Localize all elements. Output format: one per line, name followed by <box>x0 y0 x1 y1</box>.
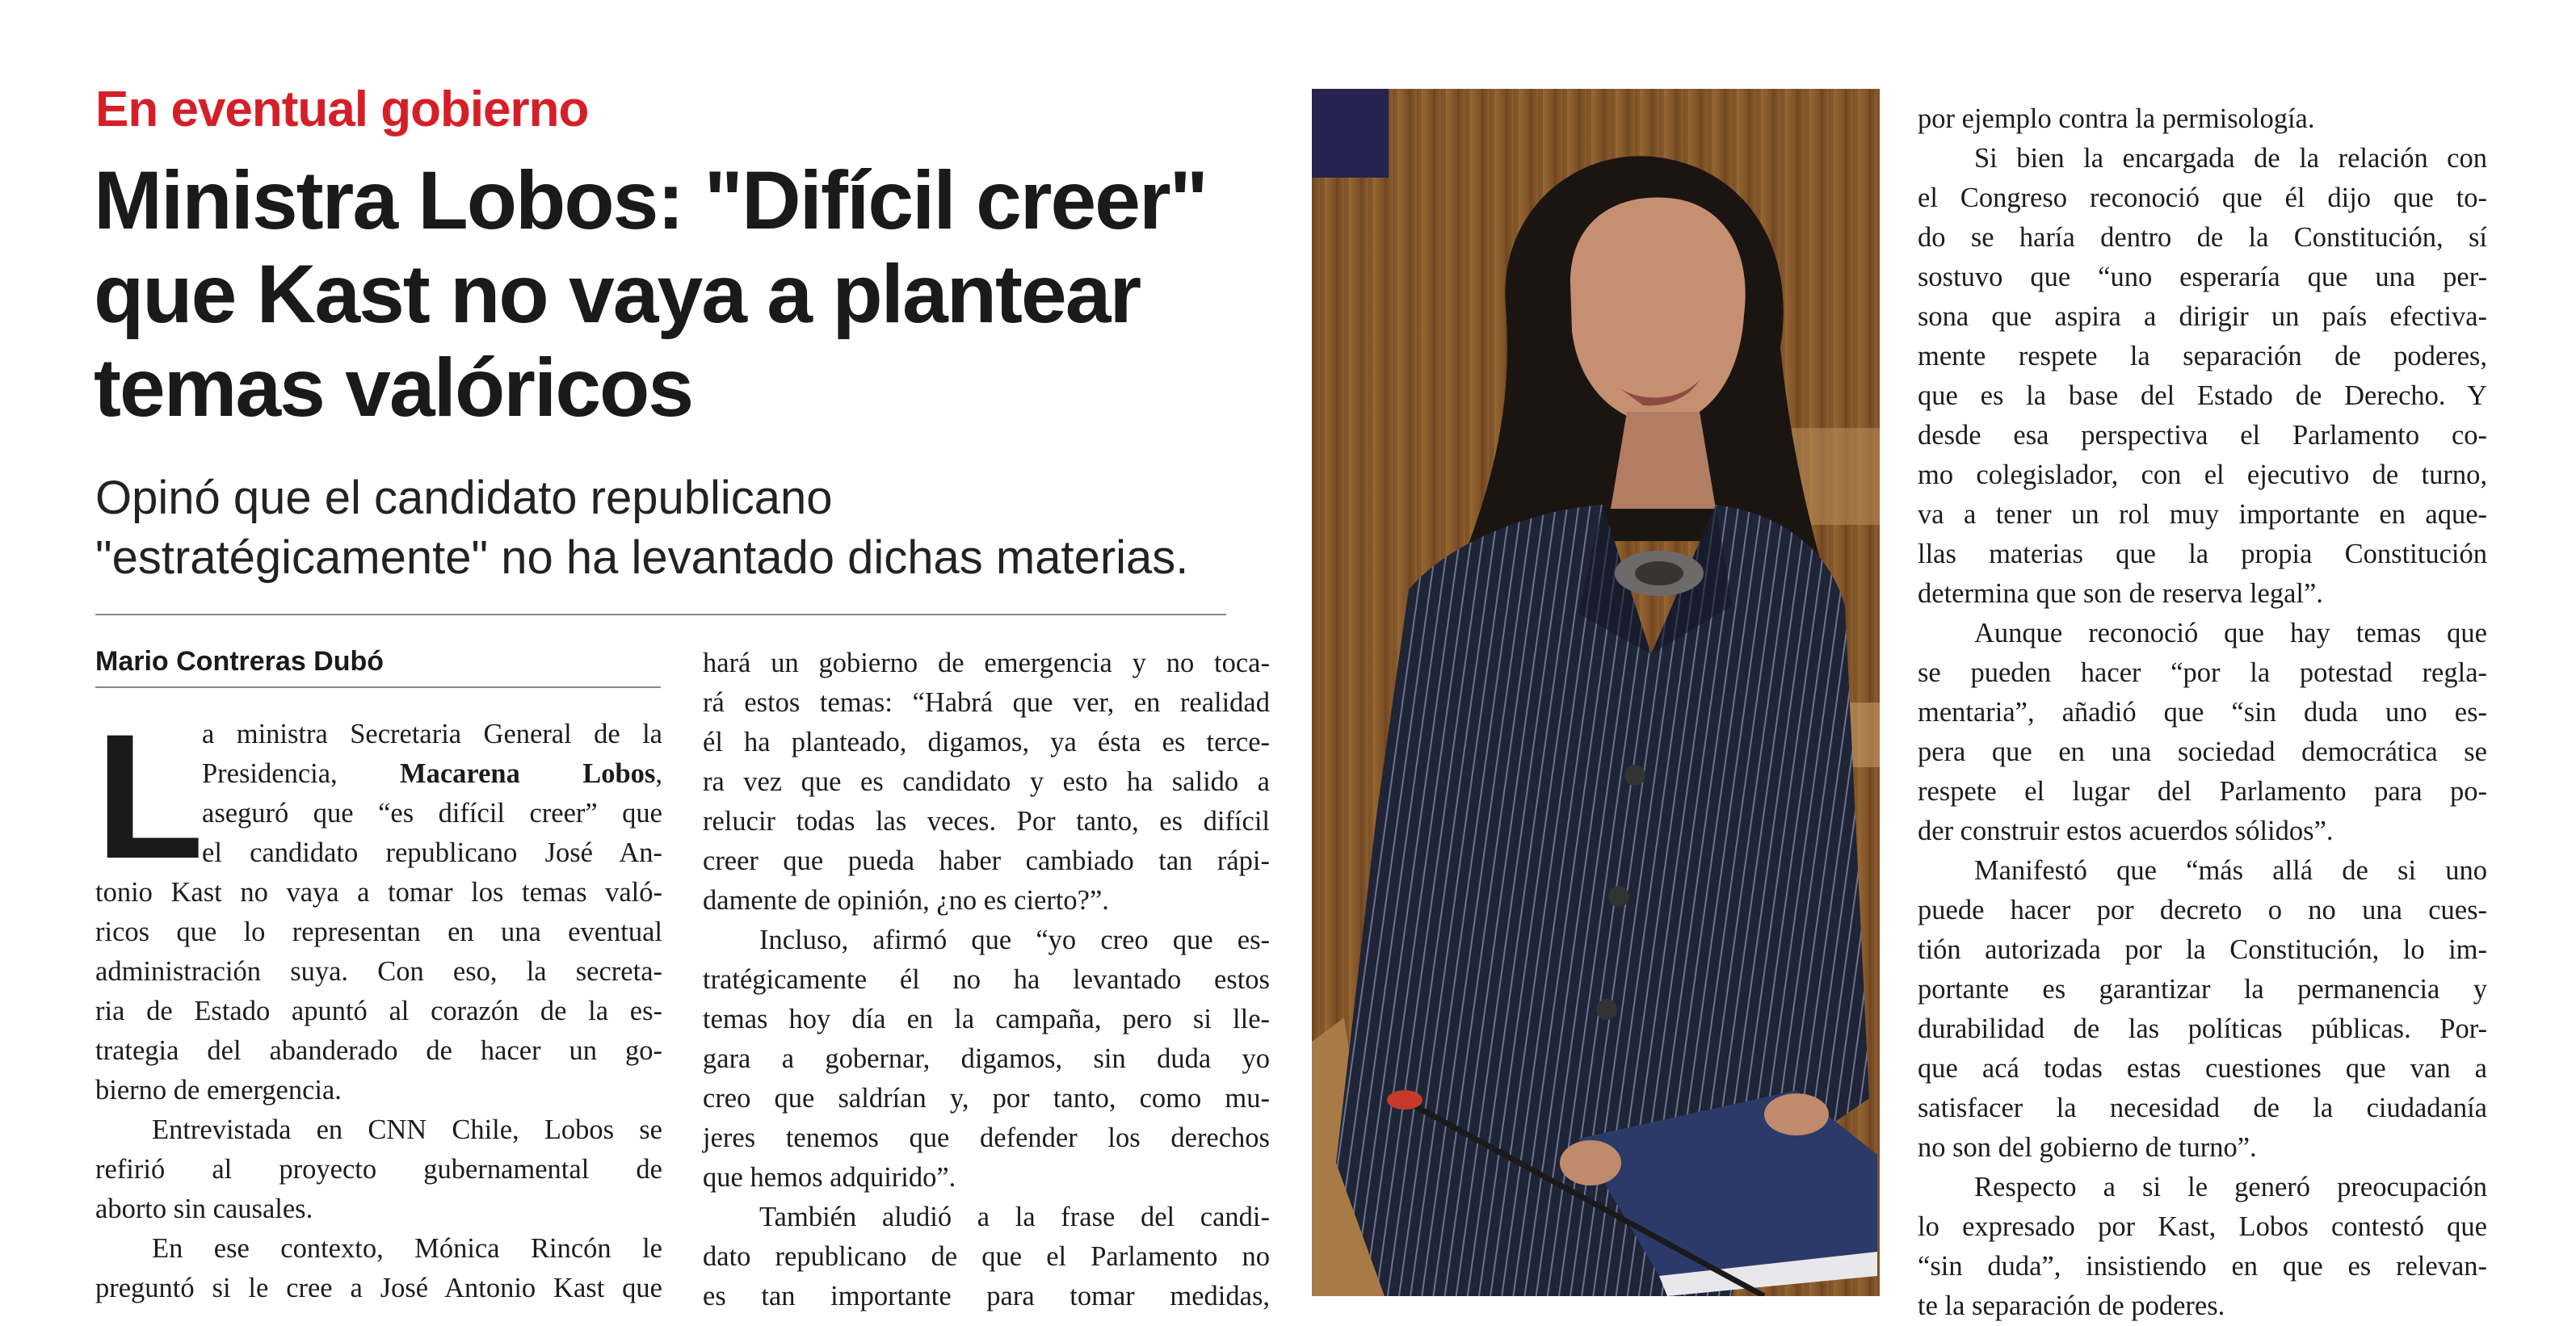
text-line: bierno de emergencia. <box>95 1075 342 1106</box>
text-line: aseguró que “es difícil creer” que <box>202 798 662 829</box>
text-line: tonio Kast no vaya a tomar los temas való- <box>95 877 662 908</box>
subtitle-line: "estratégicamente" no ha levantado dichas materias. <box>95 531 1189 584</box>
text-line: el Congreso reconoció que él dijo que to- <box>1918 183 2487 213</box>
headline-line: Ministra Lobos: "Difícil creer" <box>94 154 1208 246</box>
byline: Mario Contreras Dubó <box>95 646 385 677</box>
name-macarena-lobos: Macarena Lobos <box>400 758 656 789</box>
text-line: creer que pueda haber cambiado tan rápi- <box>703 846 1270 876</box>
text-line: dato republicano de que el Parlamento no <box>703 1241 1270 1272</box>
text-line: do se haría dentro de la Constitución, sí <box>1918 222 2487 253</box>
text-line: que es la base del Estado de Derecho. Y <box>1918 380 2487 411</box>
photo-minister <box>1312 89 1880 1296</box>
text-line: Entrevistada en CNN Chile, Lobos se <box>152 1114 662 1145</box>
text-line: el candidato republicano José An- <box>202 837 662 868</box>
text-line: portante es garantizar la permanencia y <box>1918 974 2487 1005</box>
byline-rule <box>95 686 661 688</box>
drop-cap: L <box>95 697 204 896</box>
subtitle <box>95 468 1291 588</box>
text-line: creo que saldrían y, por tanto, como mu- <box>703 1083 1270 1114</box>
text-line: ricos que lo representan en una eventual <box>95 917 662 947</box>
text-line: damente de opinión, ¿no es cierto?”. <box>703 885 1109 916</box>
text-line: no son del gobierno de turno”. <box>1918 1132 2257 1163</box>
article-column-1 <box>95 697 662 1308</box>
headline-line: que Kast no vaya a plantear <box>94 248 1141 340</box>
text-line: tión autorizada por la Constitución, lo im- <box>1918 934 2487 965</box>
text-line: jeres tenemos que defender los derechos <box>703 1122 1270 1153</box>
text-line: Respecto a si le generó preocupación <box>1974 1172 2487 1202</box>
text-line: En ese contexto, Mónica Rincón le <box>152 1233 662 1264</box>
divider-rule <box>95 614 1226 615</box>
text-line: te la separación de poderes. <box>1918 1290 2225 1321</box>
text-line: “sin duda”, insistiendo en que es relevan- <box>1918 1251 2487 1282</box>
text-line: preguntó si le cree a José Antonio Kast que <box>95 1273 662 1303</box>
text-line: determina que son de reserva legal”. <box>1918 578 2323 609</box>
text-line: mo colegislador, con el ejecutivo de turno, <box>1918 459 2487 490</box>
text-line: a ministra Secretaria General de la <box>202 719 662 749</box>
text-line: temas hoy día en la campaña, pero si lle- <box>703 1004 1270 1034</box>
text-line: llas materias que la propia Constitución <box>1918 539 2487 569</box>
text-line: aborto sin causales. <box>95 1194 313 1224</box>
text-line: durabilidad de las políticas públicas. Por- <box>1918 1013 2487 1044</box>
text-line: También aludió a la frase del candi- <box>759 1202 1270 1232</box>
text-line: administración suya. Con eso, la secreta- <box>95 956 662 987</box>
text-line: refirió al proyecto gubernamental de <box>95 1154 662 1185</box>
text-line: se pueden hacer “por la potestad regla- <box>1918 657 2487 688</box>
text-line: desde esa perspectiva el Parlamento co- <box>1918 420 2487 451</box>
article-column-3 <box>1918 99 2487 1326</box>
text-line: Incluso, afirmó que “yo creo que es- <box>759 925 1270 955</box>
text-line: gara a gobernar, digamos, sin duda yo <box>703 1043 1270 1074</box>
text-line: que acá todas estas cuestiones que van a <box>1918 1053 2487 1084</box>
text-line: satisfacer la necesidad de la ciudadanía <box>1918 1093 2487 1123</box>
text-line: puede hacer por decreto o no una cues- <box>1918 895 2487 925</box>
text-line: Manifestó que “más allá de si uno <box>1974 855 2487 886</box>
text-line: respete el lugar del Parlamento para po- <box>1918 776 2487 807</box>
kicker: En eventual gobierno <box>95 82 589 137</box>
text-line: Si bien la encargada de la relación con <box>1974 143 2487 174</box>
text-line: va a tener un rol muy importante en aque- <box>1918 499 2487 530</box>
text-line: sostuvo que “uno esperaría que una per- <box>1918 262 2487 292</box>
text-line: ria de Estado apuntó al corazón de la es- <box>95 996 662 1026</box>
text-line: der construir estos acuerdos sólidos”. <box>1918 816 2334 846</box>
text-line: ra vez que es candidato y esto ha salido a <box>703 766 1270 797</box>
headline <box>94 153 1257 434</box>
text-line: es tan importante para tomar medidas, <box>703 1281 1270 1311</box>
text-line: Presidencia, Macarena Lobos, <box>202 758 662 789</box>
text-line: hará un gobierno de emergencia y no toca- <box>703 648 1270 678</box>
subtitle-line: Opinó que el candidato republicano <box>95 472 833 524</box>
text-line: pera que en una sociedad democrática se <box>1918 736 2487 767</box>
text-line: relucir todas las veces. Por tanto, es difícil <box>703 806 1270 837</box>
headline-line: temas valóricos <box>94 342 693 434</box>
text-line: rá estos temas: “Habrá que ver, en realidad <box>703 687 1270 718</box>
article-column-2 <box>703 644 1270 1316</box>
text-line: sona que aspira a dirigir un país efectiva- <box>1918 301 2487 332</box>
text-line: trategia del abanderado de hacer un go- <box>95 1035 662 1066</box>
text-line: por ejemplo contra la permisología. <box>1918 103 2315 134</box>
text-line: mentaria”, añadió que “sin duda uno es- <box>1918 697 2487 728</box>
text-line: que hemos adquirido”. <box>703 1162 956 1193</box>
text-line: él ha planteado, digamos, ya ésta es terce- <box>703 727 1270 757</box>
text-line: mente respete la separación de poderes, <box>1918 341 2487 371</box>
text-line: tratégicamente él no ha levantado estos <box>703 964 1270 995</box>
text-line: Aunque reconoció que hay temas que <box>1974 618 2487 648</box>
text-line: lo expresado por Kast, Lobos contestó que <box>1918 1211 2487 1242</box>
